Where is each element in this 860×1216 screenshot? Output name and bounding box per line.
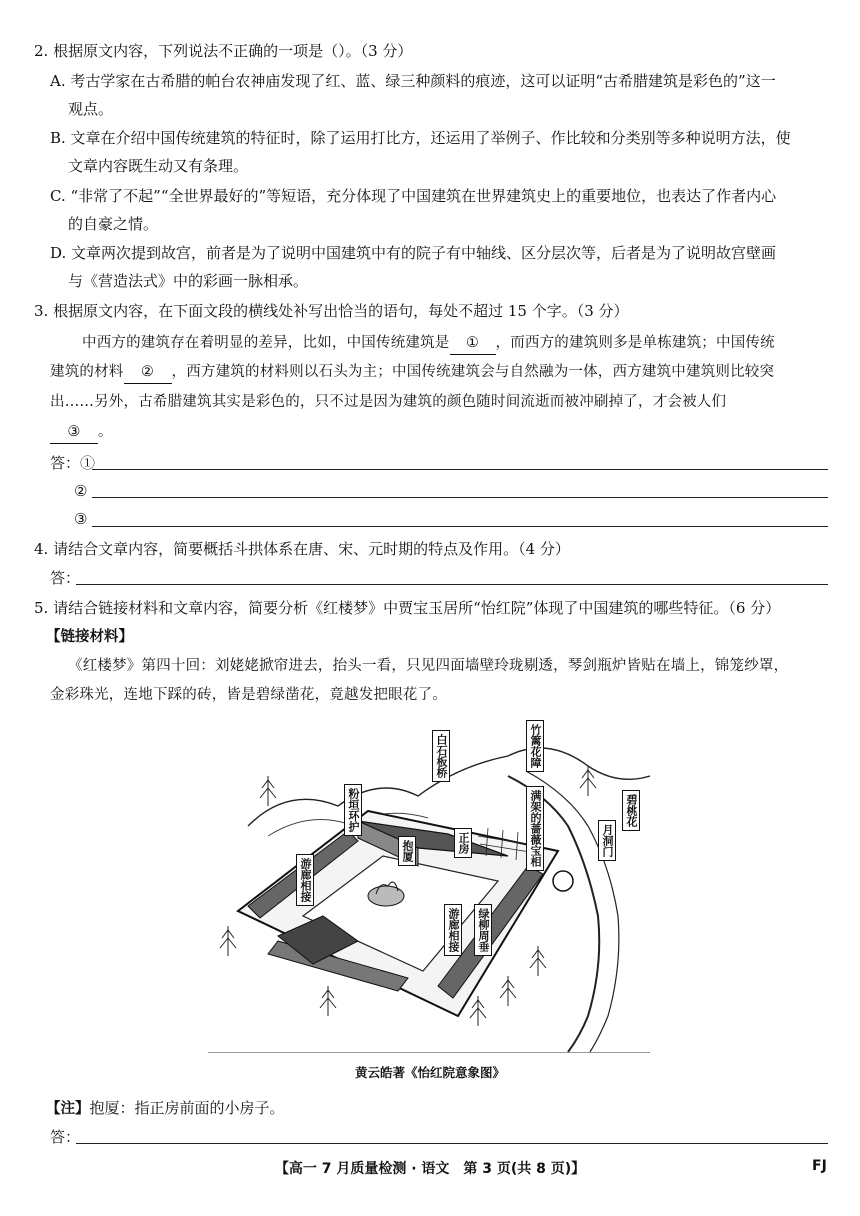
- q2-option-d: D. 文章两次提到故宫，前者是为了说明中国建筑中有的院子有中轴线、区分层次等，后者是为了说明故宫壁画: [50, 244, 777, 262]
- q4-stem: 4. 请结合文章内容，简要概括斗拱体系在唐、宋、元时期的特点及作用。（4 分）: [34, 540, 570, 558]
- q3-passage-text: 。: [98, 424, 113, 440]
- q3-answer-line-2[interactable]: [92, 497, 828, 498]
- q3-blank-3: ③: [50, 421, 98, 444]
- yihong-courtyard-illustration: [208, 716, 650, 1053]
- courtyard-drawing: [208, 716, 650, 1052]
- q5-note-text: 抱厦：指正房前面的小房子。: [89, 1099, 285, 1117]
- q5-material-title: 【链接材料】: [46, 629, 133, 645]
- q2-option-b: B. 文章在介绍中国传统建筑的特征时，除了运用打比方，还运用了举例子、作比较和分类别等多种说明方法，使: [50, 129, 791, 147]
- figure-label-green-willows: 绿柳周垂: [474, 904, 492, 956]
- q3-blank-1: ①: [450, 332, 496, 355]
- q5-answer-line[interactable]: [76, 1143, 828, 1144]
- q3-passage-text: ，而西方的建筑则多是单栋建筑；中国传统: [495, 335, 775, 351]
- figure-label-white-stone-bridge: 白石板桥: [432, 730, 450, 782]
- q4-answer-line[interactable]: [76, 584, 828, 585]
- figure-label-gallery-left: 游廊相接: [296, 854, 314, 906]
- q5-stem: 5. 请结合链接材料和文章内容，简要分析《红楼梦》中贾宝玉居所“怡红院”体现了中国建筑的哪些特征。（6 分）: [34, 599, 781, 617]
- q3-passage-text: 中西方的建筑存在着明显的差异，比如，中国传统建筑是: [82, 335, 450, 351]
- figure-label-bamboo-fence: 竹篱花障: [526, 720, 544, 772]
- q2-option-c: C. “非常了不起”“全世界最好的”等短语，充分体现了中国建筑在世界建筑史上的重要地位，也表达了作者内心: [50, 187, 777, 205]
- figure-caption: 黄云皓著《怡红院意象图》: [354, 1065, 505, 1080]
- q3-passage-line4: [50, 421, 113, 444]
- footer-code: FJ: [812, 1158, 827, 1174]
- page-footer: 【高一 7 月质量检测 · 语文 第 3 页(共 8 页)】: [274, 1161, 586, 1177]
- figure-label-gallery-right: 游廊相接: [444, 904, 462, 956]
- figure-label-main-hall: 正房: [454, 828, 472, 858]
- q3-passage-text: 建筑的材料: [50, 364, 124, 380]
- figure-label-moon-gate: 月洞门: [598, 820, 616, 861]
- q3-passage-line3: 出……另外，古希腊建筑其实是彩色的，只不过是因为建筑的颜色随时间流逝而被冲刷掉了，才会被人们: [50, 394, 727, 410]
- q3-answer-label-2: ②: [74, 482, 88, 500]
- q3-answer-line-1[interactable]: [92, 469, 828, 470]
- q2-option-d-cont: 与《营造法式》中的彩画一脉相承。: [68, 272, 309, 290]
- q5-answer-label: 答：: [50, 1128, 81, 1146]
- figure-label-baosha: 抱厦: [398, 836, 416, 866]
- q5-note: [46, 1097, 285, 1120]
- q3-blank-2: ②: [124, 361, 172, 384]
- q2-option-b-cont: 文章内容既生动又有条理。: [68, 157, 249, 175]
- q3-answer-label-3: ③: [74, 510, 88, 528]
- q3-stem: 3. 根据原文内容，在下面文段的横线处补写出恰当的语句，每处不超过 15 个字。（3 分）: [34, 302, 629, 320]
- q2-option-c-cont: 的自豪之情。: [68, 215, 159, 233]
- q2-option-a-cont: 观点。: [68, 100, 114, 118]
- figure-label-pink-wall: 粉垣环护: [344, 784, 362, 836]
- q5-note-label: 【注】: [46, 1101, 90, 1117]
- q3-passage-line1: [82, 332, 775, 355]
- figure-label-rose-trellis: 满架的蔷薇宝相: [526, 786, 544, 871]
- q5-material-line2: 金彩珠光，连地下踩的砖，皆是碧绿凿花，竟越发把眼花了。: [50, 687, 447, 703]
- q2-option-a: A. 考古学家在古希腊的帕台农神庙发现了红、蓝、绿三种颜料的痕迹，这可以证明“古希腊建筑是彩色的”这一: [50, 72, 776, 90]
- q5-material-line1: 《红楼梦》第四十回：刘姥姥掀帘进去，抬头一看，只见四面墙壁玲珑剔透，琴剑瓶炉皆贴在墙上，锦笼纱罩，: [68, 658, 789, 674]
- q3-passage-text: ，西方建筑的材料则以石头为主；中国传统建筑会与自然融为一体，西方建筑中建筑则比较突: [171, 364, 775, 380]
- q3-answer-label: 答：①: [50, 454, 96, 472]
- figure-label-peach-blossom: 碧桃花: [622, 790, 640, 831]
- q3-passage-line2: [50, 361, 774, 384]
- q4-answer-label: 答：: [50, 569, 81, 587]
- q2-stem: 2. 根据原文内容，下列说法不正确的一项是（）。（3 分）: [34, 42, 413, 60]
- q3-answer-line-3[interactable]: [92, 526, 828, 527]
